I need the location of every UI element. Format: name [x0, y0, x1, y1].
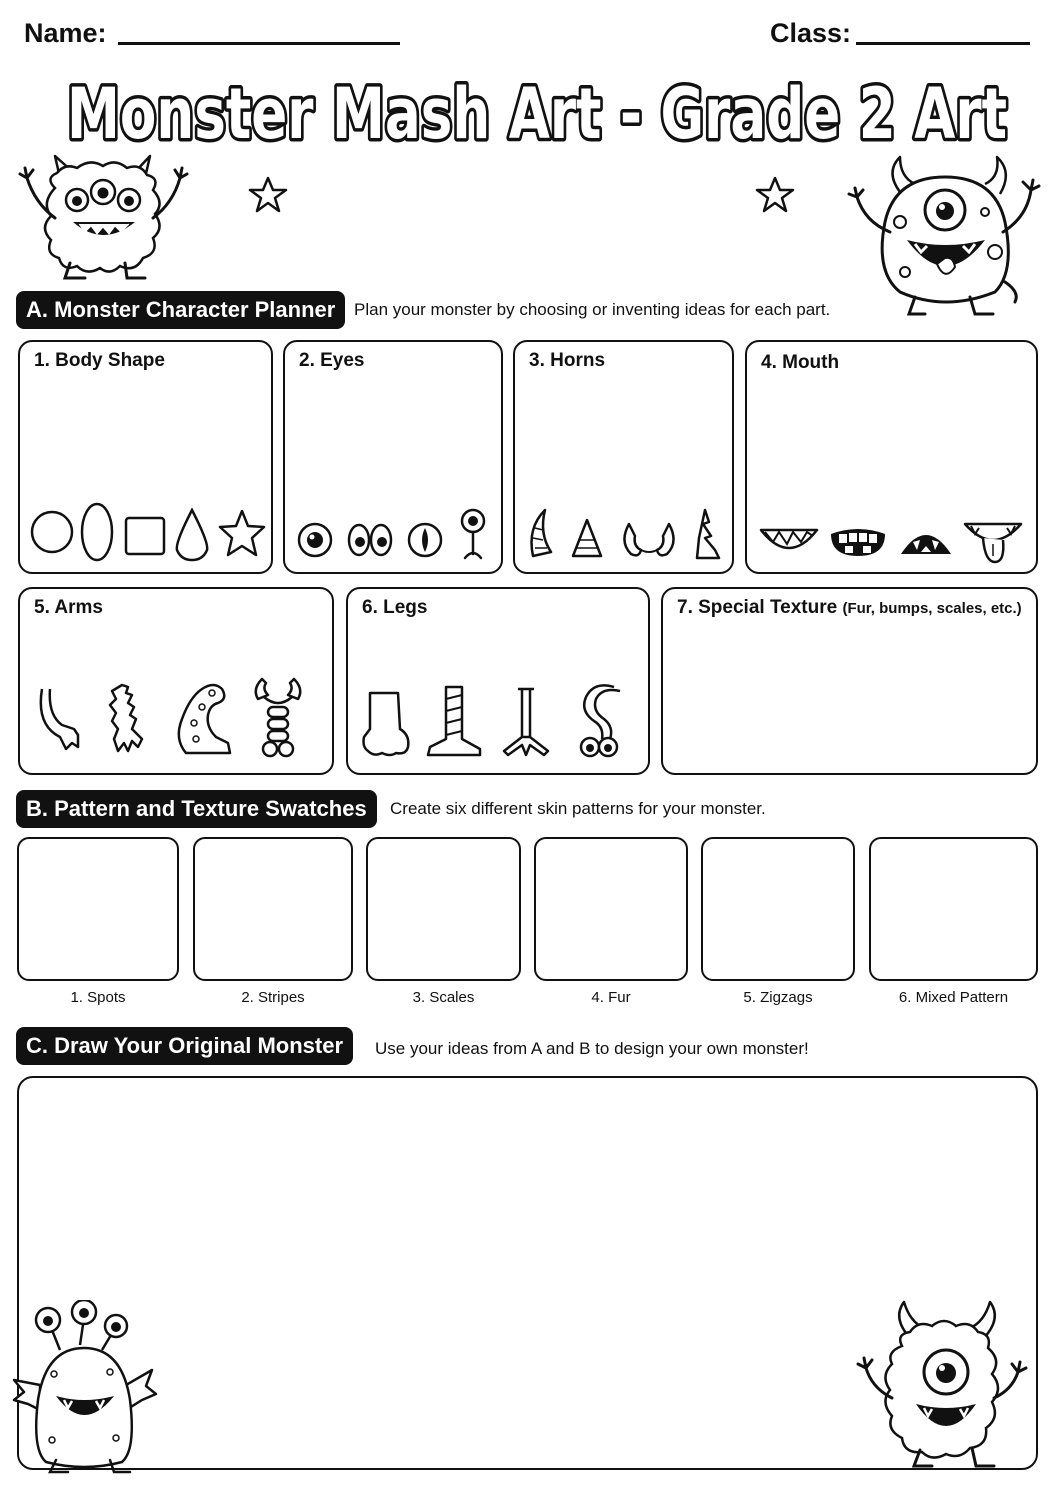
square-shape-icon: [124, 516, 166, 556]
swatch-label: 3. Scales: [412, 989, 475, 1006]
section-b-header: B. Pattern and Texture Swatches: [16, 790, 377, 828]
star-icon: [248, 175, 288, 220]
oval-shape-icon: [80, 502, 114, 562]
cone-horn-icon: [571, 518, 603, 560]
striped-leg-icon: [424, 683, 484, 759]
swatch-label: 5. Zigzags: [743, 989, 813, 1006]
tongue-out-mouth-icon: [963, 520, 1023, 566]
special-texture-title: [677, 597, 1022, 619]
swatch-label: 6. Mixed Pattern: [898, 989, 1009, 1006]
cyclops-spotted-monster-icon: [845, 152, 1045, 322]
furry-arm-icon: [104, 681, 150, 757]
section-c-header: C. Draw Your Original Monster: [16, 1027, 353, 1065]
body-shape-title: 1. Body Shape: [34, 350, 165, 371]
name-line[interactable]: [118, 42, 400, 45]
legs-box[interactable]: [346, 587, 650, 775]
eyes-box[interactable]: [283, 340, 503, 574]
fanged-mouth-icon: [899, 524, 953, 560]
curved-horn-icon: [525, 508, 555, 560]
star-shape-icon: [216, 508, 268, 560]
worksheet-title-text: Monster Mash Art - Grade 2 Art: [67, 73, 1007, 155]
swatch-fur[interactable]: [534, 837, 688, 981]
swatch-scales[interactable]: [366, 837, 521, 981]
antenna-eyed-winged-monster-icon: [10, 1300, 160, 1475]
horns-box[interactable]: [513, 340, 734, 574]
horns-title: 3. Horns: [529, 350, 606, 371]
special-texture-box[interactable]: [661, 587, 1038, 775]
bendy-arm-icon: [36, 685, 84, 755]
mouth-box[interactable]: [745, 340, 1038, 574]
two-eyes-icon: [347, 522, 393, 558]
special-texture-subtitle: (Fur, bumps, scales, etc.): [842, 600, 1022, 617]
toothy-grin-mouth-icon: [829, 526, 887, 560]
swatch-spots[interactable]: [17, 837, 179, 981]
star-icon: [755, 175, 795, 220]
crab-claw-arm-icon: [250, 675, 306, 759]
three-eyed-fuzzy-monster-icon: [15, 148, 190, 283]
teardrop-shape-icon: [173, 508, 211, 562]
swatch-mixed-pattern[interactable]: [869, 837, 1038, 981]
special-texture-label: 7. Special Texture: [677, 597, 838, 618]
swatch-stripes[interactable]: [193, 837, 353, 981]
single-eye-icon: [297, 522, 333, 558]
jagged-horn-icon: [693, 508, 723, 562]
body-shape-box[interactable]: [18, 340, 273, 574]
tentacle-arm-icon: [172, 679, 236, 757]
class-label: Class:: [770, 18, 852, 48]
section-c-description: Use your ideas from A and B to design your own monster!: [375, 1039, 809, 1058]
legs-title: 6. Legs: [362, 597, 428, 618]
slit-eye-icon: [407, 522, 443, 558]
arms-box[interactable]: [18, 587, 334, 775]
zigzag-teeth-mouth-icon: [759, 526, 819, 560]
swatch-label: 1. Spots: [70, 989, 126, 1006]
name-label: Name:: [24, 18, 107, 48]
ram-horns-icon: [621, 520, 677, 560]
stumpy-leg-icon: [360, 689, 412, 759]
section-b-description: Create six different skin patterns for your monster.: [390, 799, 766, 818]
eyes-title: 2. Eyes: [299, 350, 365, 371]
cyclops-fuzzy-monster-icon: [852, 1298, 1032, 1473]
swatch-label: 2. Stripes: [241, 989, 305, 1006]
bird-leg-icon: [498, 685, 556, 759]
circle-shape-icon: [30, 510, 74, 554]
class-line[interactable]: [856, 42, 1030, 45]
arms-title: 5. Arms: [34, 597, 103, 618]
snake-leg-icon: [574, 681, 624, 759]
eye-stalk-icon: [457, 508, 489, 560]
mouth-title: 4. Mouth: [761, 352, 840, 373]
swatch-label: 4. Fur: [591, 989, 631, 1006]
section-a-description: Plan your monster by choosing or inventing ideas for each part.: [354, 300, 831, 319]
swatch-zigzags[interactable]: [701, 837, 855, 981]
section-a-header: A. Monster Character Planner: [16, 291, 345, 329]
